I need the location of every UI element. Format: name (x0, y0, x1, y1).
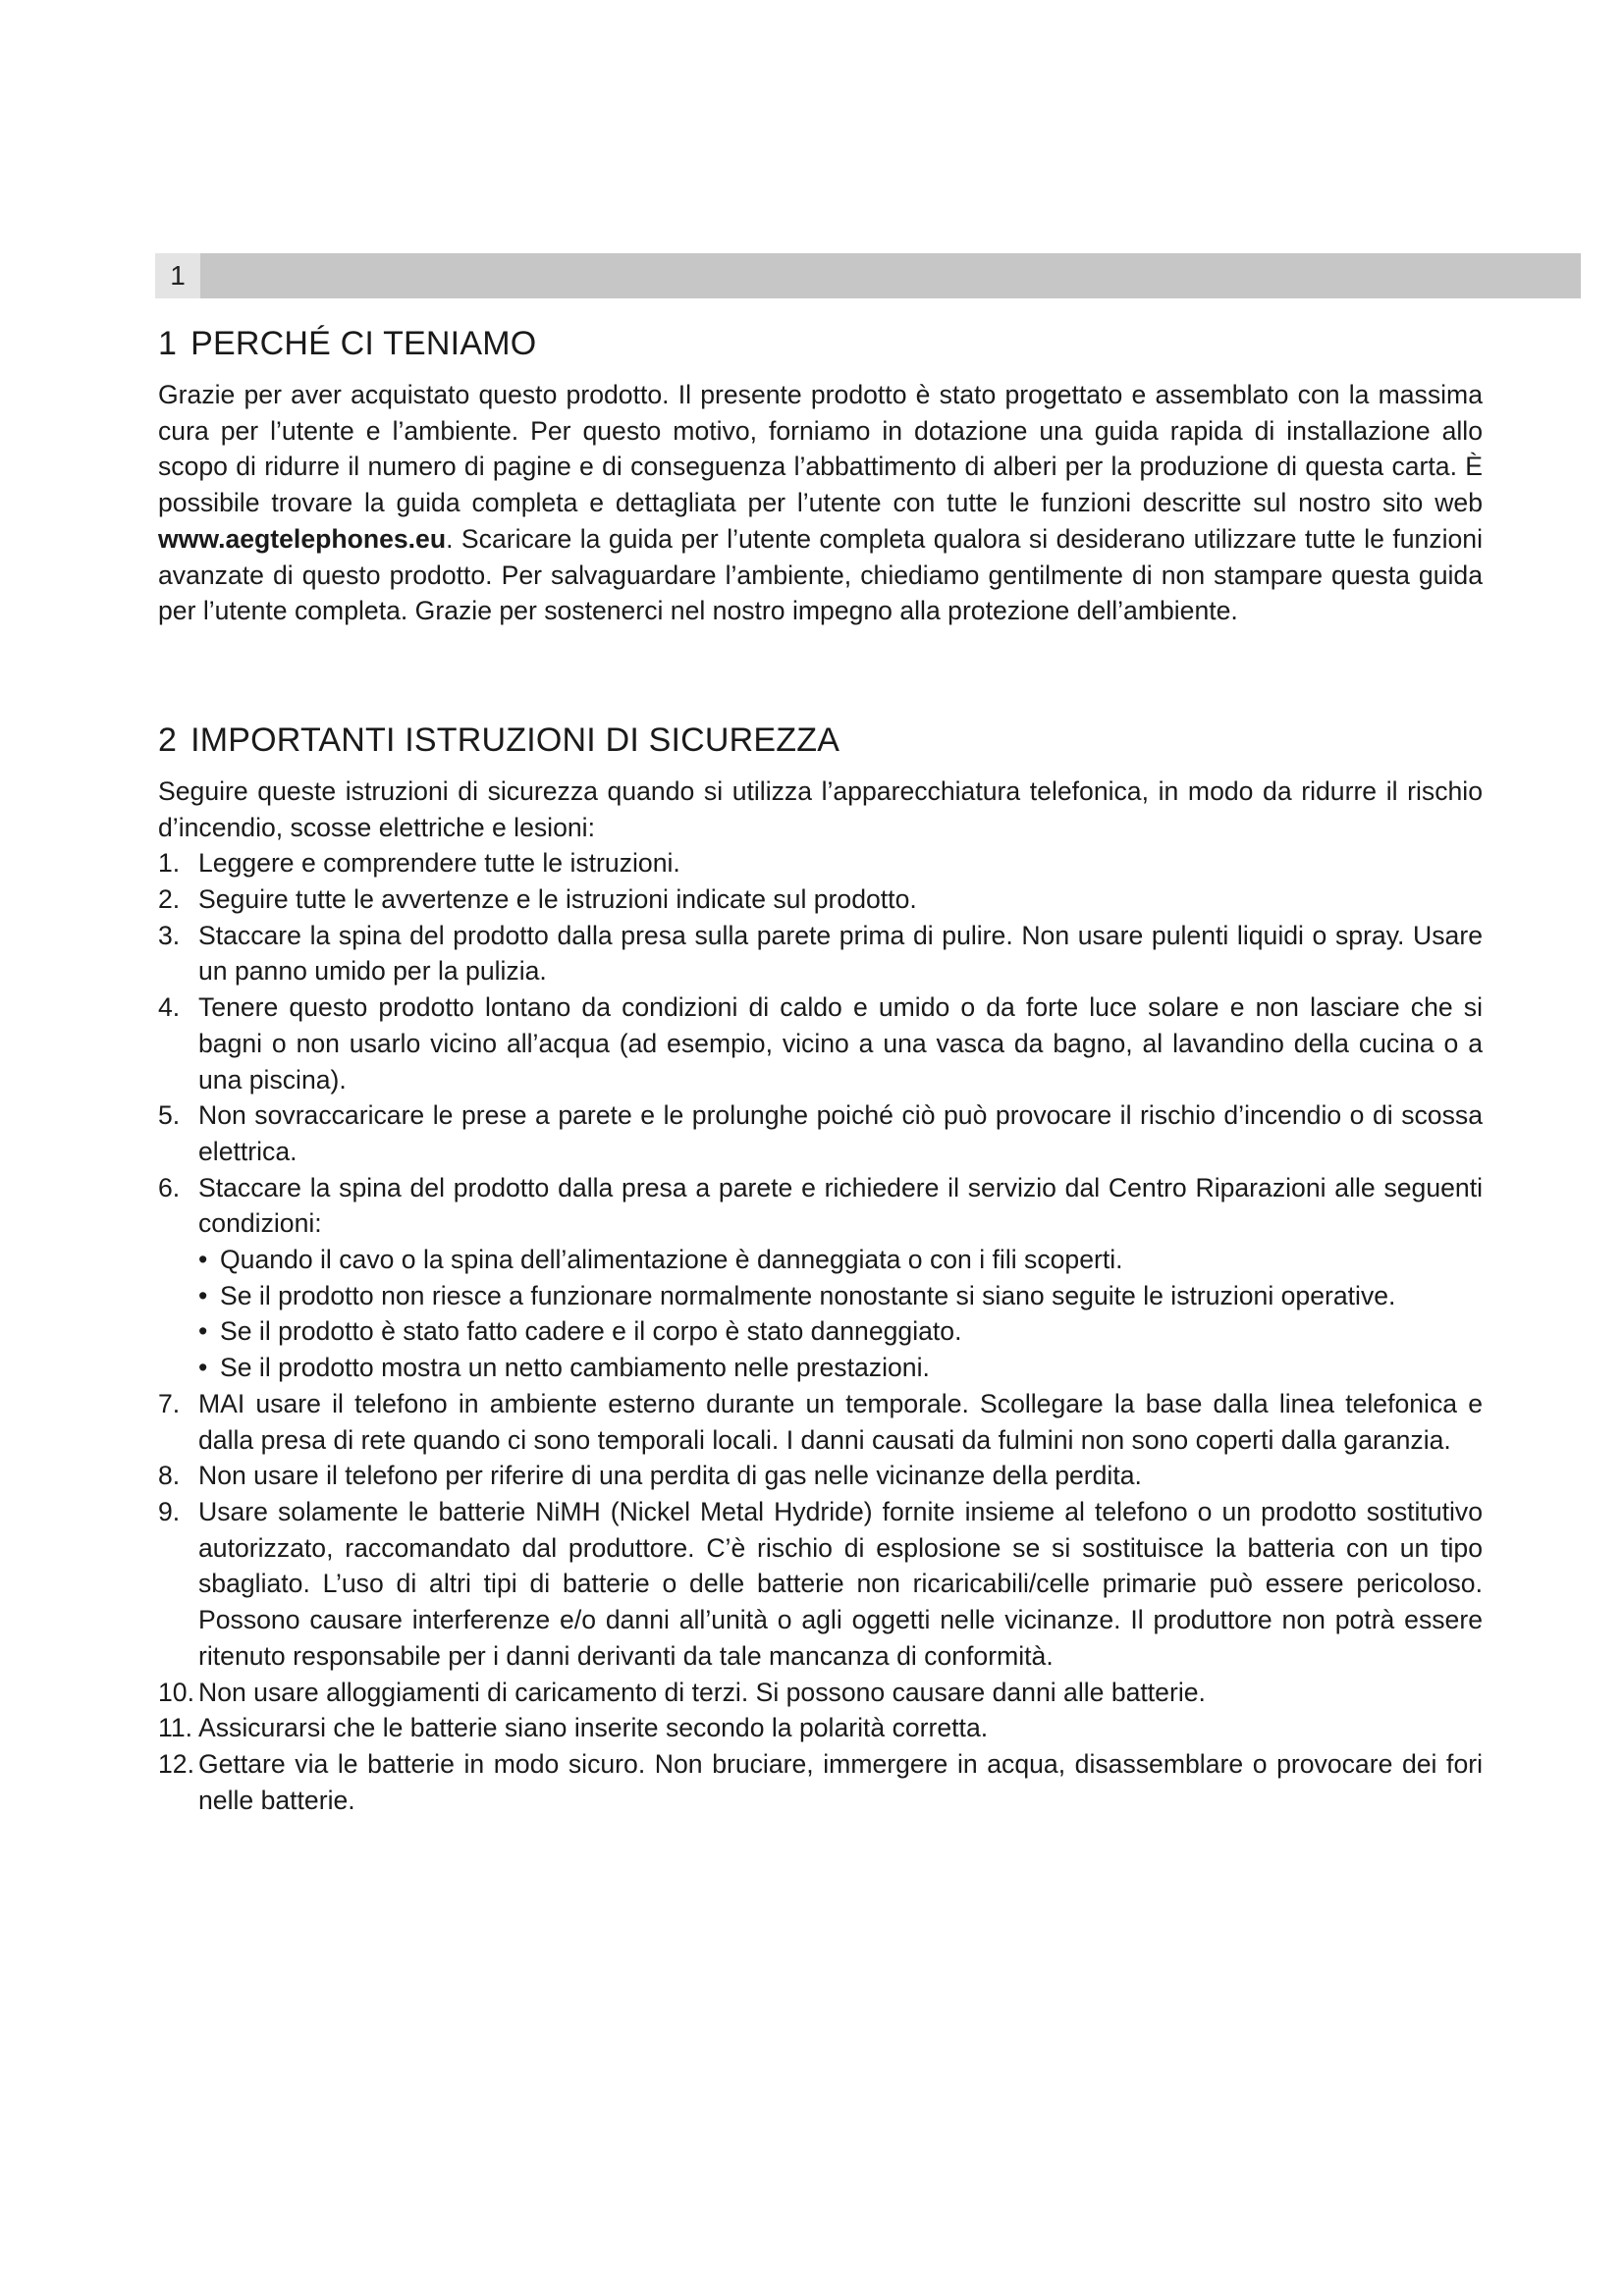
list-item (158, 881, 1483, 918)
section-why-we-care (158, 324, 1483, 629)
list-item (158, 1097, 1483, 1169)
bullet-item (198, 1278, 1483, 1314)
safety-list (158, 845, 1483, 1818)
list-item-text: Assicurarsi che le batterie siano inserite secondo la polarità corretta. (198, 1713, 989, 1743)
list-item-number: 2. (158, 884, 181, 915)
section-safety-instructions (158, 721, 1483, 1818)
section-paragraph (158, 377, 1483, 629)
list-item (158, 1458, 1483, 1494)
section-title (158, 721, 1483, 760)
section-intro: Seguire queste istruzioni di sicurezza quando si utilizza l’apparecchiatura telefonica, in modo da ridurre il rischio d’incendio, scosse elettriche e lesioni: (158, 775, 1483, 842)
list-item-number: 7. (158, 1388, 181, 1418)
bullet-text: Se il prodotto è stato fatto cadere e il corpo è stato danneggiato. (220, 1316, 962, 1347)
section-number: 1 (158, 325, 178, 362)
list-item (158, 1710, 1483, 1746)
document-body (158, 324, 1483, 1818)
list-item-text: Non sovraccaricare le prese a parete e le prolunghe poiché ciò può provocare il rischio d’incendio o di scossa elettrica. (198, 1100, 1483, 1166)
bullet-text: Se il prodotto non riesce a funzionare normalmente nonostante si siano seguite le istruzioni operative. (220, 1280, 1396, 1310)
bullet-item (198, 1350, 1483, 1386)
list-item-number: 12. (158, 1748, 194, 1779)
list-item (158, 918, 1483, 989)
page-number: 1 (155, 253, 200, 298)
list-item-number: 4. (158, 992, 181, 1023)
list-item-number: 5. (158, 1100, 181, 1131)
list-item-number: 6. (158, 1172, 181, 1202)
list-item (158, 989, 1483, 1097)
list-item-number: 3. (158, 920, 181, 950)
list-item-text: Non usare il telefono per riferire di una perdita di gas nelle vicinanze della perdita. (198, 1461, 1142, 1491)
list-item-text: Staccare la spina del prodotto dalla presa a parete e richiedere il servizio dal Centro Riparazioni alle seguenti condizioni: (198, 1172, 1483, 1239)
section-title-text: PERCHÉ CI TENIAMO (190, 325, 537, 362)
bullet-icon: • (198, 1316, 208, 1347)
bullet-icon: • (198, 1280, 208, 1310)
list-item-text: Non usare alloggiamenti di caricamento di terzi. Si possono causare danni alle batterie. (198, 1677, 1206, 1707)
bullet-list (198, 1242, 1483, 1386)
list-item-text: Tenere questo prodotto lontano da condizioni di caldo e umido o da forte luce solare e non lasciare che si bagni o non usarlo vicino all’acqua (ad esempio, vicino a una vasca da bagno, al lavandino della cucina o a una piscina). (198, 992, 1483, 1095)
bullet-text: Se il prodotto mostra un netto cambiamento nelle prestazioni. (220, 1353, 930, 1383)
list-item-text: MAI usare il telefono in ambiente esterno durante un temporale. Scollegare la base dalla linea telefonica e dalla presa di rete quando ci sono temporali locali. I danni causati da fulmini non sono coperti dalla garanzia. (198, 1388, 1483, 1455)
list-item (158, 1675, 1483, 1711)
section-number: 2 (158, 721, 178, 759)
website-link[interactable]: www.aegtelephones.eu (158, 523, 447, 554)
bullet-item (198, 1242, 1483, 1278)
list-item (158, 1746, 1483, 1818)
list-item-number: 11. (158, 1713, 192, 1743)
list-item-text: Staccare la spina del prodotto dalla presa sulla parete prima di pulire. Non usare pulenti liquidi o spray. Usare un panno umido per la pulizia. (198, 920, 1483, 987)
list-item (158, 1494, 1483, 1675)
paragraph-text-before-link: Grazie per aver acquistato questo prodotto. Il presente prodotto è stato progettato e assemblato con la massima cura per l’utente e l’ambiente. Per questo motivo, forniamo in dotazione una guida rapida di installazione allo scopo di ridurre il numero di pagine e di conseguenza l’abbattimento di alberi per la produzione di questa carta. È possibile trovare la guida completa e dettagliata per l’utente con tutte le funzioni descritte sul nostro sito web (158, 380, 1483, 518)
list-item-text: Usare solamente le batterie NiMH (Nickel Metal Hydride) fornite insieme al telefono o un prodotto sostitutivo autorizzato, raccomandato dal produttore. C’è rischio di esplosione se si sostituisce la batteria con un tipo sbagliato. L’uso di altri tipi di batterie o delle batterie non ricaricabili/celle primarie può essere pericoloso. Possono causare interferenze e/o danni all’unità o agli oggetti nelle vicinanze. Il produttore non potrà essere ritenuto responsabile per i danni derivanti da tale mancanza di conformità. (198, 1496, 1483, 1671)
list-item (158, 1170, 1483, 1386)
list-item (158, 845, 1483, 881)
section-title (158, 324, 1483, 363)
page-header-bar (155, 253, 1581, 298)
paragraph-text-after-link: . Scaricare la guida per l’utente completa qualora si desiderano utilizzare tutte le funzioni avanzate di questo prodotto. Per salvaguardare l’ambiente, chiediamo gentilmente di non stampare questa guida per l’utente completa. Grazie per sostenerci nel nostro impegno alla protezione dell’ambiente. (158, 523, 1483, 626)
bullet-item (198, 1313, 1483, 1350)
list-item-number: 10. (158, 1677, 194, 1707)
bullet-icon: • (198, 1245, 208, 1275)
bullet-text: Quando il cavo o la spina dell’alimentazione è danneggiata o con i fili scoperti. (220, 1245, 1123, 1275)
list-item-number: 8. (158, 1461, 181, 1491)
section-title-text: IMPORTANTI ISTRUZIONI DI SICUREZZA (190, 721, 840, 759)
list-item-number: 1. (158, 848, 181, 879)
list-item-text: Leggere e comprendere tutte le istruzioni. (198, 848, 680, 879)
bullet-icon: • (198, 1353, 208, 1383)
list-item-text: Gettare via le batterie in modo sicuro. Non bruciare, immergere in acqua, disassemblare o provocare dei fori nelle batterie. (198, 1748, 1483, 1815)
list-item-number: 9. (158, 1496, 181, 1526)
list-item-text: Seguire tutte le avvertenze e le istruzioni indicate sul prodotto. (198, 884, 917, 915)
list-item (158, 1386, 1483, 1458)
